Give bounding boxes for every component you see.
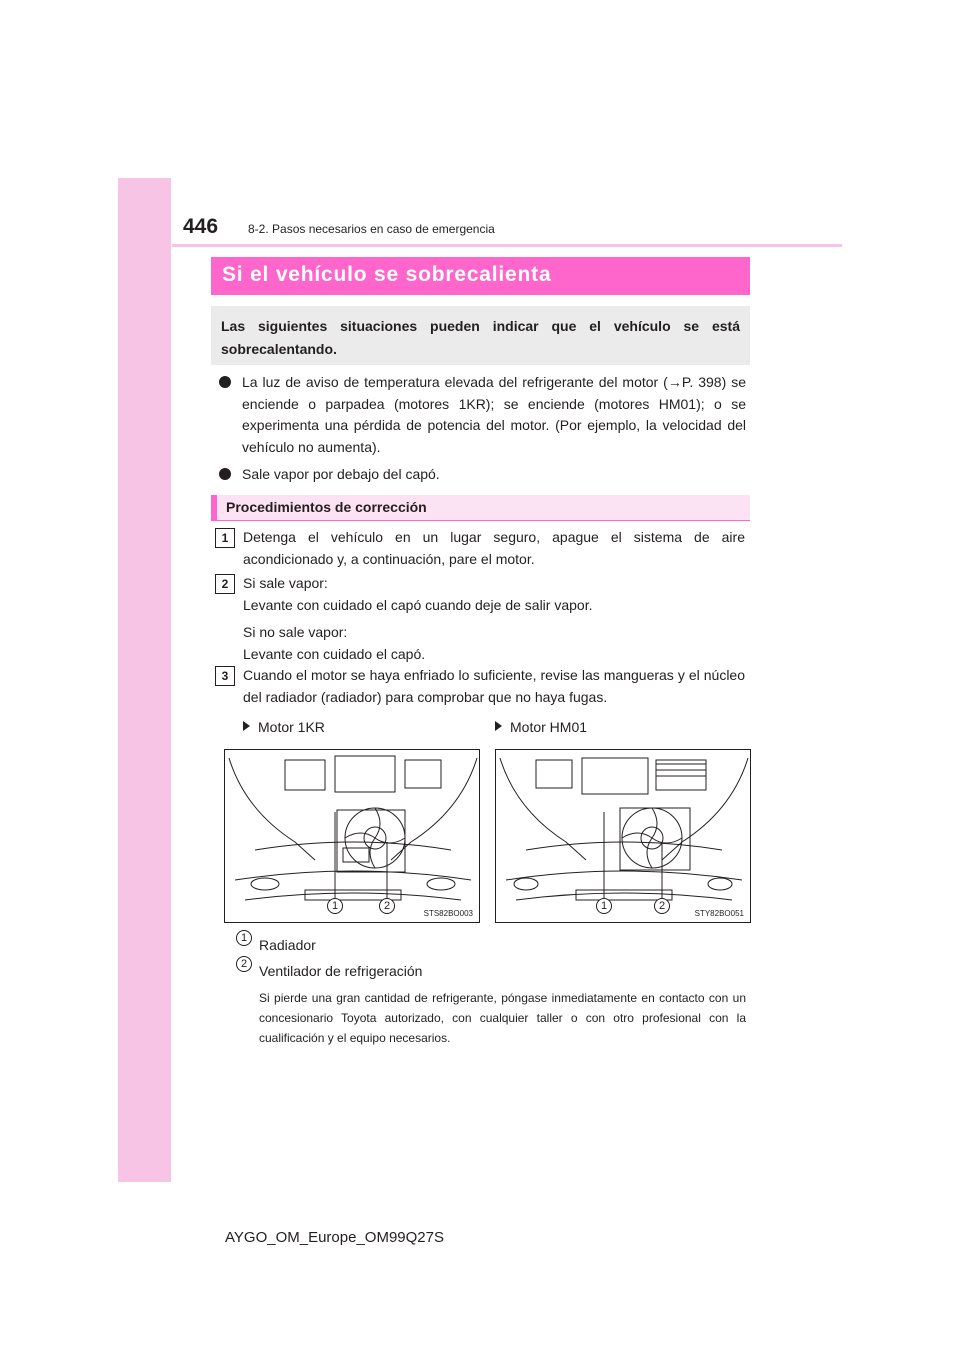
engine-figure-hm01: [495, 749, 751, 923]
procedures-banner: [211, 495, 750, 521]
chapter-sidebar-tab: [118, 178, 171, 1182]
engine-figure-1kr: [224, 749, 480, 923]
footer-document-code: AYGO_OM_Europe_OM99Q27S: [225, 1229, 444, 1246]
step-2-line-1: Si sale vapor:: [243, 575, 328, 591]
bullet-text: Sale vapor por debajo del capó.: [242, 466, 440, 482]
figure-label-text: Motor 1KR: [258, 719, 325, 735]
figure-callout-1: 1: [596, 898, 612, 914]
legend-radiator: Radiador: [259, 937, 316, 953]
page-title: Si el vehículo se sobrecalienta: [222, 263, 552, 286]
legend-cooling-fan: Ventilador de refrigeración: [259, 963, 423, 979]
legend-number-1: 1: [236, 930, 252, 946]
bullet-icon: [219, 468, 231, 480]
list-item: [218, 372, 746, 458]
symptom-list: [218, 372, 746, 492]
section-heading: 8-2. Pasos necesarios en caso de emergencia: [248, 222, 495, 236]
figure-label-hm01: [495, 719, 587, 735]
step-number-3: 3: [215, 666, 235, 686]
step-2-line-2: Levante con cuidado el capó cuando deje de salir vapor.: [243, 596, 593, 613]
figure-callout-2: 2: [379, 898, 395, 914]
triangle-bullet-icon: [243, 721, 250, 731]
step-number-1: 1: [215, 528, 235, 548]
intro-box: Las siguientes situaciones pueden indicar que el vehículo se está sobrecalentando.: [211, 306, 750, 365]
page-number: 446: [183, 215, 219, 238]
engine-bay-illustration: [496, 750, 751, 923]
list-item: [218, 464, 746, 486]
step-3-text: Cuando el motor se haya enfriado lo suficiente, revise las mangueras y el núcleo del radiador (radiador) para comprobar que no haya fugas.: [243, 667, 745, 705]
bullet-text: La luz de aviso de temperatura elevada del refrigerante del motor (→P. 398) se enciende o parpadea (motores 1KR); se enciende (motores HM01); o se experimenta una pérdida de potencia del motor. (Por ejemplo, la velocidad del vehículo no aumenta).: [242, 374, 746, 455]
procedures-title: Procedimientos de corrección: [226, 499, 427, 515]
engine-bay-illustration: [225, 750, 480, 923]
title-banner: [211, 257, 750, 295]
coolant-note: Si pierde una gran cantidad de refrigerante, póngase inmediatamente en contacto con un concesionario Toyota autorizado, con cualquier taller o con otro profesional con la cualificación y el equipo necesarios.: [259, 991, 746, 1045]
figure-callout-1: 1: [327, 898, 343, 914]
step-1-text: Detenga el vehículo en un lugar seguro, apague el sistema de aire acondicionado y, a continuación, pare el motor.: [243, 529, 745, 567]
triangle-bullet-icon: [495, 721, 502, 731]
figure-code: STY82BO051: [694, 909, 744, 918]
step-2-line-3: Si no sale vapor:: [243, 624, 348, 640]
step-number-2: 2: [215, 574, 235, 594]
figure-label-1kr: [243, 719, 325, 735]
legend-number-2: 2: [236, 956, 252, 972]
step-2-line-4: Levante con cuidado el capó.: [243, 645, 426, 662]
bullet-icon: [219, 376, 231, 388]
figure-label-text: Motor HM01: [510, 719, 588, 735]
figure-code: STS82BO003: [423, 909, 473, 918]
figure-callout-2: 2: [654, 898, 670, 914]
header-rule: [172, 244, 842, 247]
step-2-text: [243, 573, 745, 665]
